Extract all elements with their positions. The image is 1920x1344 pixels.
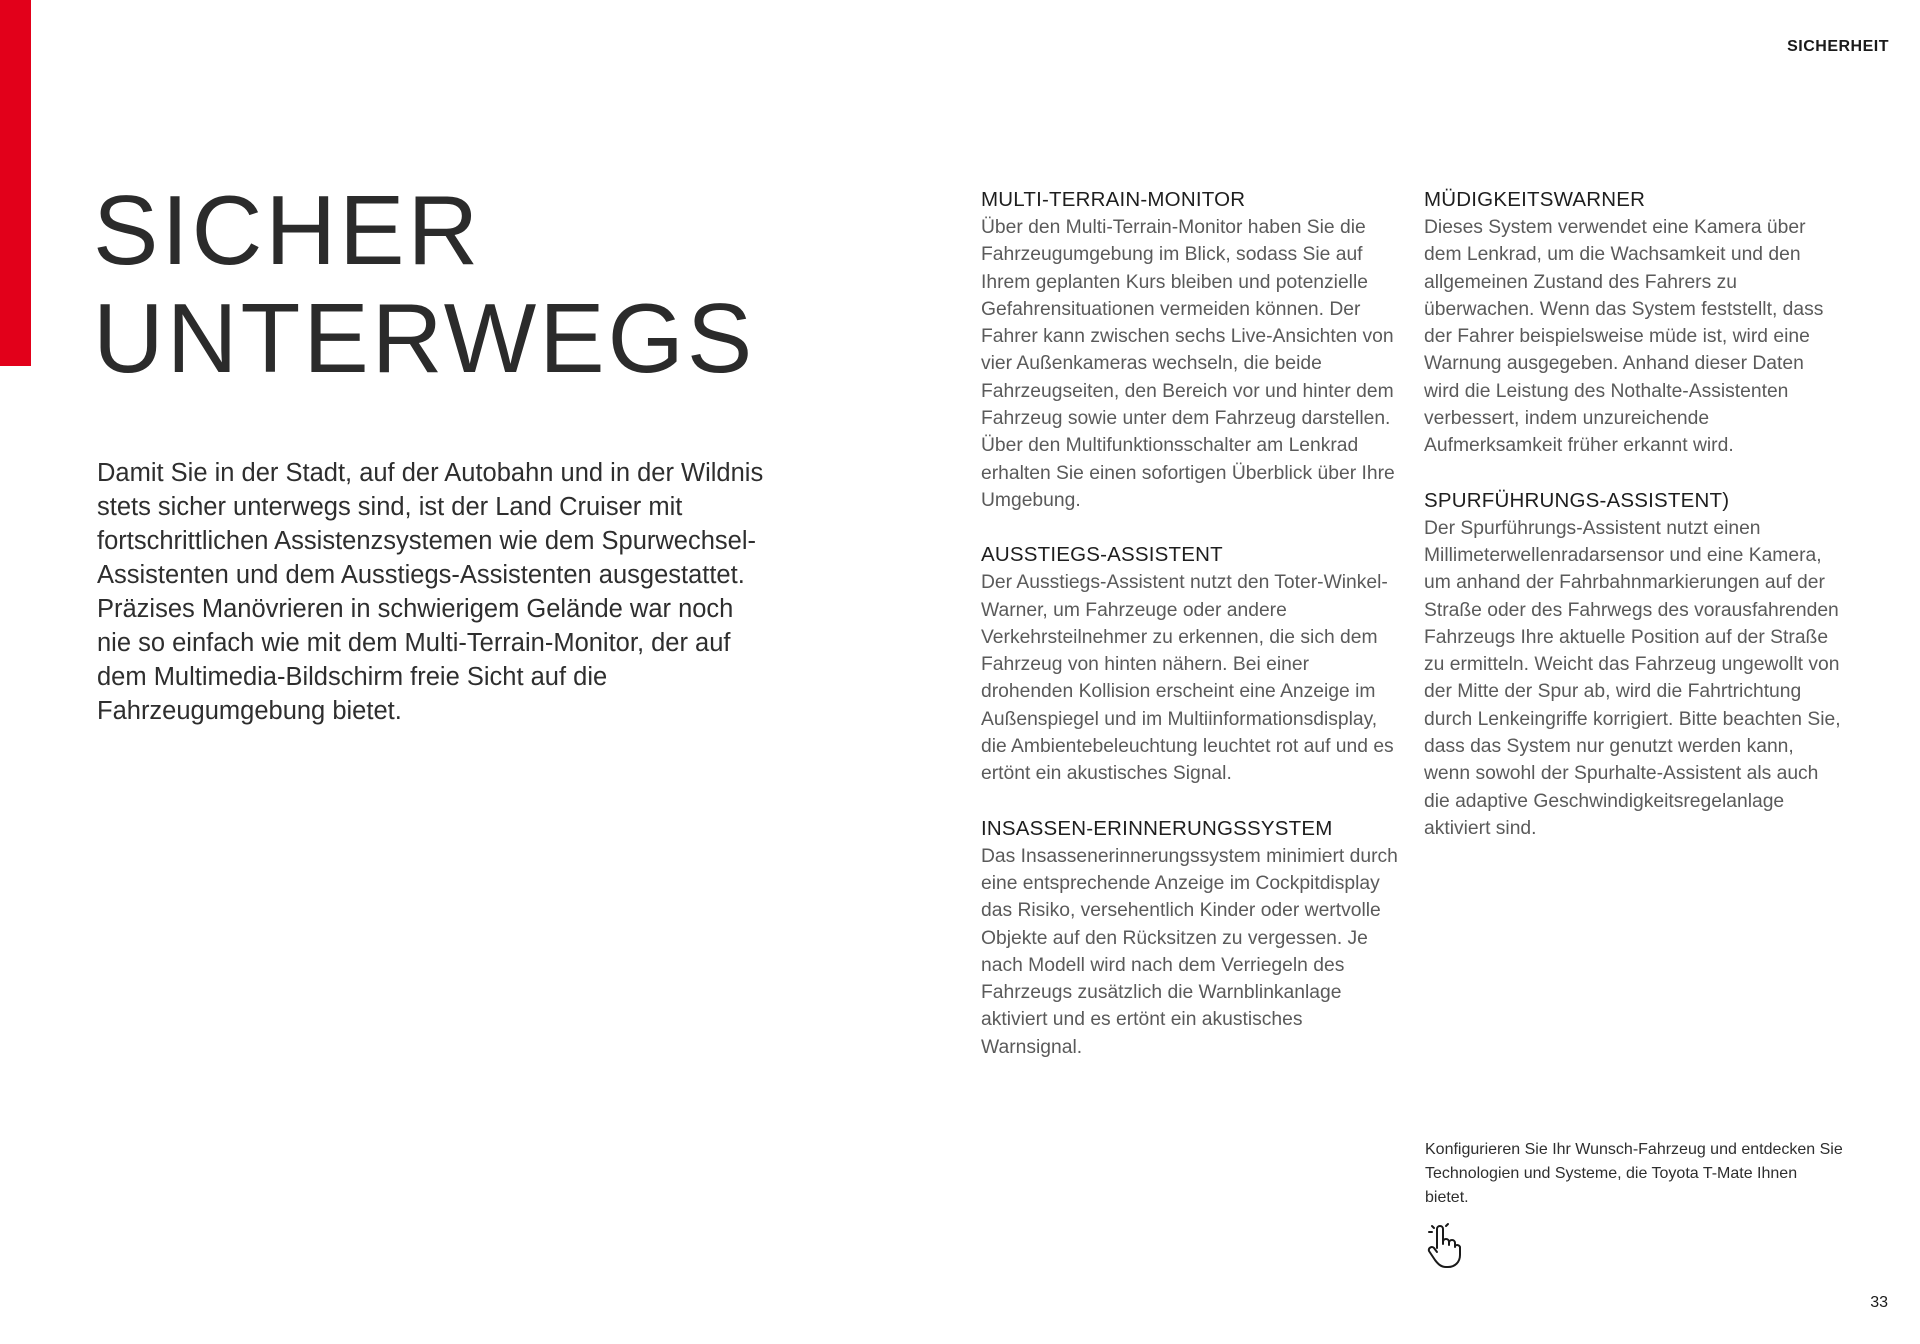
section-label: SICHERHEIT [1787, 38, 1889, 55]
page-title-line-1: SICHER [93, 175, 482, 285]
configurator-callout[interactable] [1425, 1138, 1845, 1270]
page-number: 33 [1870, 1294, 1888, 1311]
pointing-hand-icon[interactable] [1425, 1222, 1463, 1270]
intro-paragraph: Damit Sie in der Stadt, auf der Autobahn und in der Wildnis stets sicher unterwegs sind, ist der Land Cruiser mit fortschrittlichen Assistenzsystemen wie dem Spurwechsel-Assistenten und dem Ausstiegs-Assistenten ausgestattet. Präzises Manövrieren in schwierigem Gelände war noch nie so einfach wie mit dem Multi-Terrain-Monitor, der auf dem Multimedia-Bildschirm freie Sicht auf die Fahrzeugumgebung bietet. [97, 459, 764, 725]
feature-text: Der Spurführungs-Assistent nutzt einen Millimeterwellenradarsensor und eine Kamera, um anhand der Fahrbahnmarkierungen auf der Straße oder des Fahrwegs des vorausfahrenden Fahrzeugs Ihre aktuelle Position auf der Straße zu ermitteln. Weicht das Fahrzeug ungewollt von der Mitte der Spur ab, wird die Fahrtrichtung durch Lenkeingriffe korrigiert. Bitte beachten Sie, dass das System nur genutzt werden kann, wenn sowohl der Spurhalte-Assistent als auch die adaptive Geschwindigkeitsregelanlage aktiviert sind. [1424, 517, 1841, 839]
feature-heading: SPURFÜHRUNGS-ASSISTENT) [1424, 488, 1730, 512]
feature-heading: AUSSTIEGS-ASSISTENT [981, 543, 1223, 567]
feature-column-right [1424, 186, 1844, 869]
feature-spurfuehrungs-assistent [1424, 487, 1844, 843]
page-title [93, 176, 755, 392]
feature-heading: MULTI-TERRAIN-MONITOR [981, 188, 1246, 211]
feature-text: Über den Multi-Terrain-Monitor haben Sie die Fahrzeugumgebung im Blick, sodass Sie auf Ihrem geplanten Kurs bleiben und potenzielle Gefahrensituationen vermeiden können. Der Fahrer kann zwischen sechs Live-Ansichten von vier Außenkameras wechseln, die beide Fahrzeugseiten, den Bereich vor und hinter dem Fahrzeug sowie unter dem Fahrzeug darstellen. Über den Multifunktionsschalter am Lenkrad erhalten Sie einen sofortigen Überblick über Ihre Umgebung. [981, 217, 1395, 511]
page-title-line-2: UNTERWEGS [93, 283, 756, 393]
feature-heading: MÜDIGKEITSWARNER [1424, 188, 1646, 211]
feature-text: Der Ausstiegs-Assistent nutzt den Toter-Winkel-Warner, um Fahrzeuge oder andere Verkehrsteilnehmer zu erkennen, die sich dem Fahrzeug von hinten nähern. Bei einer drohenden Kollision erscheint eine Anzeige im Außenspiegel und im Multiinformationsdisplay, die Ambientebeleuchtung leuchtet rot auf und es ertönt ein akustisches Signal. [981, 572, 1394, 785]
feature-text: Das Insassenerinnerungssystem minimiert durch eine entsprechende Anzeige im Cockpitdisplay das Risiko, versehentlich Kinder oder wertvolle Objekte auf den Rücksitzen zu vergessen. Je nach Modell wird nach dem Verriegeln des Fahrzeugs zusätzlich die Warnblinkanlage aktiviert und es ertönt ein akustisches Warnsignal. [981, 845, 1398, 1058]
configurator-text[interactable]: Konfigurieren Sie Ihr Wunsch-Fahrzeug und entdecken Sie Technologien und Systeme, die Toyota T-Mate Ihnen bietet. [1425, 1141, 1843, 1206]
feature-text: Dieses System verwendet eine Kamera über dem Lenkrad, um die Wachsamkeit und den allgemeinen Zustand des Fahrers zu überwachen. Wenn das System feststellt, dass der Fahrer beispielsweise müde ist, wird eine Warnung ausgegeben. Anhand dieser Daten wird die Leistung des Nothalte-Assistenten verbessert, indem unzureichende Aufmerksamkeit früher erkannt wird. [1424, 217, 1824, 457]
accent-bar [0, 0, 31, 366]
feature-muedigkeitswarner [1424, 186, 1844, 460]
feature-column-left [981, 186, 1401, 1088]
feature-ausstiegs-assistent [981, 541, 1401, 787]
feature-multi-terrain-monitor [981, 186, 1401, 514]
feature-insassen-erinnerungssystem [981, 815, 1401, 1061]
feature-heading: INSASSEN-ERINNERUNGSSYSTEM [981, 816, 1333, 840]
